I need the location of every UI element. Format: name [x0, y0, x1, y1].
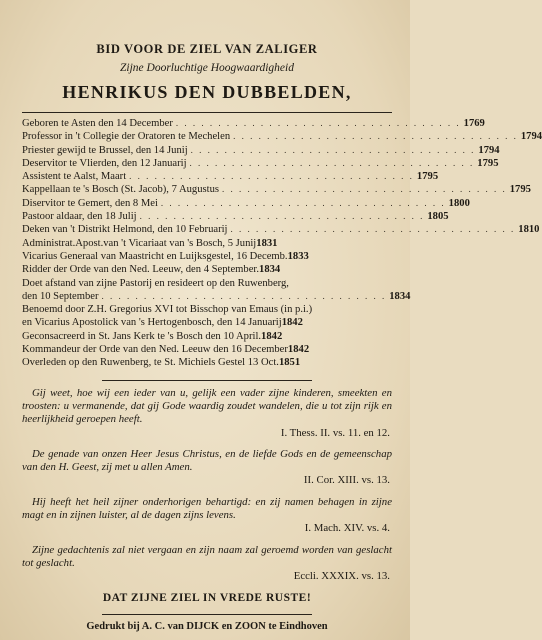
- event-year: 1851: [278, 357, 301, 369]
- event-row: [22, 170, 439, 183]
- quote-text: Zijne gedachtenis zal niet vergaan en zijn naam zal geroemd worden van geslacht tot geslacht.: [22, 543, 392, 569]
- event-year: 1805: [427, 211, 449, 223]
- quote-text: Gij weet, hoe wij een ieder van u, gelijk een vader zijne kinderen, smeekten en troosten: u vermanende, dat gij Gode waardig zoudet wandelen, die u tot zijn rijk en heerlijkheid geroepen heeft.: [22, 386, 392, 426]
- divider: [22, 112, 392, 113]
- closing-prayer: DAT ZIJNE ZIEL IN VREDE RUSTE!: [102, 591, 312, 604]
- event-text: Benoemd door Z.H. Gregorius XVI tot Bisschop van Emaus (in p.i.): [22, 304, 313, 316]
- event-row: [22, 183, 531, 196]
- event-row: [22, 144, 500, 157]
- event-row: [22, 250, 392, 263]
- event-text: Deservitor te Vlierden, den 12 Januarij: [22, 157, 187, 169]
- event-year: 1794: [520, 131, 542, 143]
- event-year: 1794: [478, 144, 500, 156]
- event-year: 1842: [281, 317, 303, 329]
- event-year: 1831: [256, 237, 278, 249]
- prayer-line: BID VOOR DE ZIEL VAN ZALIGER: [96, 42, 318, 56]
- divider: [102, 380, 312, 381]
- scripture-quote: [22, 544, 392, 584]
- event-year: 1795: [416, 171, 439, 183]
- event-text: Professor in 't Collegie der Oratoren te Mechelen: [22, 131, 231, 143]
- event-year: 1769: [463, 118, 485, 129]
- quote-text: Hij heeft het heil zijner onderhorigen behartigd: en zij namen behagen in zijne magt en in zijnen luister, al de dagen zijns levens.: [22, 495, 392, 522]
- event-row: [22, 303, 392, 316]
- event-row: [22, 290, 411, 303]
- event-row: [22, 277, 392, 290]
- event-text: Geboren te Asten den 14 December: [22, 118, 173, 129]
- event-text: den 10 September: [22, 290, 99, 302]
- scripture-quote: [22, 387, 392, 440]
- event-row: [22, 356, 392, 369]
- event-year: 1795: [477, 157, 499, 169]
- event-year: 1834: [259, 264, 281, 276]
- event-year: 1834: [389, 290, 411, 302]
- event-year: 1800: [448, 197, 470, 209]
- event-row: [22, 197, 470, 210]
- printer-credit: Gedrukt bij A. C. van DIJCK en ZOON te Eindhoven: [86, 620, 328, 632]
- event-year: 1842: [287, 344, 310, 356]
- event-text: Deken van 't Distrikt Helmond, den 10 Februarij: [22, 224, 228, 236]
- scripture-quote: [22, 448, 392, 488]
- quote-reference: Eccli. XXXIX. vs. 13.: [293, 570, 390, 583]
- event-row: [22, 343, 392, 356]
- quote-reference: II. Cor. XIII. vs. 13.: [303, 474, 390, 487]
- event-text: en Vicarius Apostolick van 's Hertogenbosch, den 14 Januarij: [22, 317, 282, 329]
- deceased-name: HENRIKUS DEN DUBBELDEN,: [62, 82, 352, 102]
- event-row: [22, 130, 542, 143]
- scripture-quote: [22, 496, 392, 536]
- scripture-quotes: [22, 387, 392, 584]
- divider: [102, 614, 312, 615]
- event-year: 1842: [261, 330, 283, 342]
- event-text: Kappellaan te 's Bosch (St. Jacob), 7 Augustus: [22, 184, 219, 196]
- event-text: Pastoor aldaar, den 18 Julij: [22, 211, 137, 223]
- event-row: [22, 210, 449, 223]
- event-text: Ridder der Orde van den Ned. Leeuw, den 4 September.: [22, 264, 260, 276]
- title-line: Zijne Doorluchtige Hoogwaardigheid: [120, 62, 294, 74]
- event-text: Doet afstand van zijne Pastorij en resideert op den Ruwenberg,: [22, 277, 289, 289]
- event-row: [22, 237, 392, 250]
- event-row: [22, 157, 499, 170]
- event-row: [22, 263, 392, 276]
- quote-reference: I. Thess. II. vs. 11. en 12.: [280, 426, 390, 439]
- event-text: Priester gewijd te Brussel, den 14 Junij: [22, 144, 188, 156]
- event-text: Geconsacreerd in St. Jans Kerk te 's Bosch den 10 April.: [22, 330, 262, 342]
- event-year: 1833: [287, 250, 309, 262]
- event-text: Overleden op den Ruwenberg, te St. Michiels Gestel 13 Oct.: [22, 357, 279, 369]
- event-text: Kommandeur der Orde van den Ned. Leeuw den 16 December: [22, 344, 288, 356]
- quote-reference: I. Mach. XIV. vs. 4.: [304, 522, 390, 535]
- event-text: Diservitor te Gemert, den 8 Mei: [22, 197, 158, 209]
- event-text: Assistent te Aalst, Maart: [22, 171, 127, 183]
- event-text: Vicarius Generaal van Maastricht en Luijksgestel, 16 Decemb.: [22, 250, 288, 262]
- event-text: Administrat.Apost.van 't Vicariaat van 's Bosch, 5 Junij: [22, 237, 257, 249]
- event-year: 1795: [509, 184, 531, 196]
- quote-text: De genade van onzen Heer Jesus Christus, en de liefde Gods en de gemeenschap van den H. Geest, zij met u allen Amen.: [22, 447, 392, 474]
- events-list: [22, 117, 542, 370]
- event-row: [22, 223, 540, 236]
- event-row: [22, 330, 392, 343]
- event-year: 1810: [518, 224, 540, 236]
- event-row: [22, 117, 485, 130]
- event-row: [22, 316, 392, 329]
